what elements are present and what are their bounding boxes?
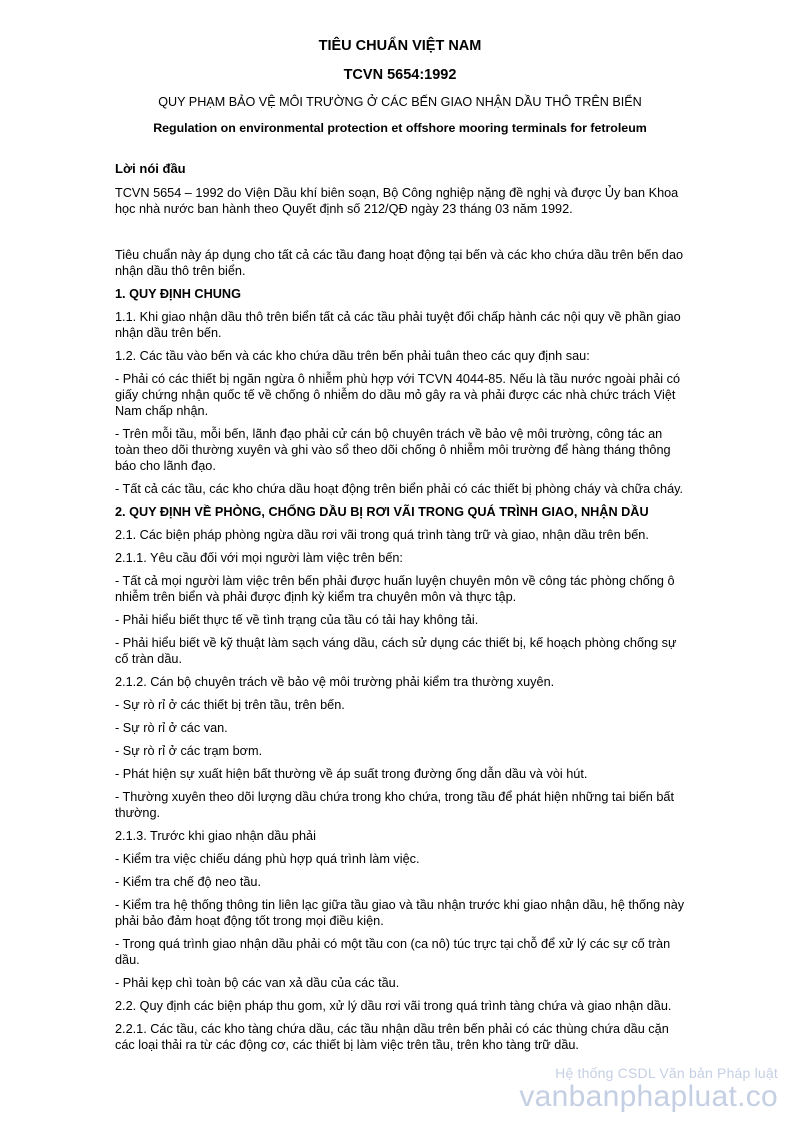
paragraph: - Phải kẹp chì toàn bộ các van xả dầu của các tầu. [115,976,400,990]
paragraph: - Phải có các thiết bị ngăn ngừa ô nhiễm phù hợp với TCVN 4044-85. Nếu là tầu nước ngoài phải có giấy chứng nhận quốc tế về chống ô nhiễm do dầu mỏ gây ra và phải được các nhà chức trách Việt Nam chấp nhận. [115,372,681,418]
paragraph: - Phải hiểu biết thực tế về tình trạng của tầu có tải hay không tải. [115,613,479,627]
paragraph: 1.2. Các tầu vào bến và các kho chứa dầu trên bến phải tuân theo các quy định sau: [115,349,590,363]
scope-text: Tiêu chuẩn này áp dụng cho tất cả các tầu đang hoạt động tại bến và các kho chứa dầu trên bến dao nhận dầu thô trên biển. [115,248,684,278]
paragraph: - Sự rò rỉ ở các van. [115,721,228,735]
title-vietnamese: QUY PHẠM BẢO VỆ MÔI TRƯỜNG Ở CÁC BẾN GIAO NHẬN DẦU THÔ TRÊN BIỂN [158,95,642,109]
paragraph: - Sự rò rỉ ở các thiết bị trên tầu, trên bến. [115,698,345,712]
foreword-title: Lời nói đầu [115,161,186,176]
paragraph: - Thường xuyên theo dõi lượng dầu chứa trong kho chứa, trong tầu để phát hiện những tai biến bất thường. [115,790,674,820]
paragraph: 1.1. Khi giao nhận dầu thô trên biển tất cả các tầu phải tuyệt đối chấp hành các nội quy về phần giao nhận dầu trên bến. [115,310,681,340]
paragraph: 2.1.2. Cán bộ chuyên trách về bảo vệ môi trường phải kiểm tra thường xuyên. [115,675,555,689]
paragraph: 2.2. Quy định các biện pháp thu gom, xử lý dầu rơi vãi trong quá trình tàng chứa và giao nhận dầu. [115,999,672,1013]
paragraph: - Tất cả mọi người làm việc trên bến phải được huấn luyện chuyên môn về công tác phòng chống ô nhiễm trên biển và phải được định kỳ kiểm tra chuyên môn và thực tập. [115,574,675,604]
paragraph: 2.1.1. Yêu cầu đối với mọi người làm việc trên bến: [115,551,403,565]
watermark-caption: Hệ thống CSDL Văn bản Pháp luật [555,1065,778,1081]
paragraph: 2.2.1. Các tầu, các kho tàng chứa dầu, các tầu nhận dầu trên bến phải có các thùng chứa dầu cặn các loại thải ra từ các động cơ, các thiết bị làm việc trên tầu, trên kho tàng trữ dầu. [115,1022,669,1052]
title-english: Regulation on environmental protection et offshore mooring terminals for fetroleum [153,121,647,135]
paragraph: - Kiểm tra việc chiếu dáng phù hợp quá trình làm việc. [115,852,420,866]
paragraph: - Tất cả các tầu, các kho chứa dầu hoạt động trên biển phải có các thiết bị phòng cháy và chữa cháy. [115,482,684,496]
paragraph: 2.1. Các biện pháp phòng ngừa dầu rơi vãi trong quá trình tàng trữ và giao, nhận dầu trên bến. [115,528,649,542]
document-page [115,36,685,1060]
watermark [519,1065,778,1113]
watermark-domain: vanbanphapluat.co [519,1080,778,1113]
paragraph: - Kiểm tra hệ thống thông tin liên lạc giữa tầu giao và tầu nhận trước khi giao nhận dầu, hệ thống này phải bảo đảm hoạt động tốt trong mọi điều kiện. [115,898,685,928]
paragraph: - Phải hiểu biết về kỹ thuật làm sạch váng dầu, cách sử dụng các thiết bị, kế hoạch phòng chống sự cố tràn dầu. [115,636,677,666]
foreword-text: TCVN 5654 – 1992 do Viện Dầu khí biên soạn, Bộ Công nghiệp nặng đề nghị và được Ủy ban Khoa học nhà nước ban hành theo Quyết định số 212/QĐ ngày 23 tháng 03 năm 1992. [115,186,679,216]
paragraph: - Sự rò rỉ ở các trạm bơm. [115,744,263,758]
section-1-heading: 1. QUY ĐỊNH CHUNG [115,287,241,301]
paragraph: - Phát hiện sự xuất hiện bất thường về áp suất trong đường ống dẫn dầu và vòi hút. [115,767,588,781]
section-2-heading: 2. QUY ĐỊNH VỀ PHÒNG, CHỐNG DẦU BỊ RƠI VÃI TRONG QUÁ TRÌNH GIAO, NHẬN DẦU [115,505,649,519]
paragraph: - Trong quá trình giao nhận dầu phải có một tầu con (ca nô) túc trực tại chỗ để xử lý các sự cố tràn dầu. [115,937,671,967]
standard-heading: TIÊU CHUẨN VIỆT NAM [318,38,482,54]
paragraph: - Trên mỗi tầu, mỗi bến, lãnh đạo phải cử cán bộ chuyên trách về bảo vệ môi trường, công tác an toàn theo dõi thường xuyên và ghi vào sổ theo dõi chống ô nhiễm môi trường để hàng tháng thông báo cho lãnh đạo. [115,427,671,473]
paragraph: - Kiểm tra chế độ neo tầu. [115,875,261,889]
standard-code: TCVN 5654:1992 [343,67,457,83]
paragraph: 2.1.3. Trước khi giao nhận dầu phải [115,829,316,843]
